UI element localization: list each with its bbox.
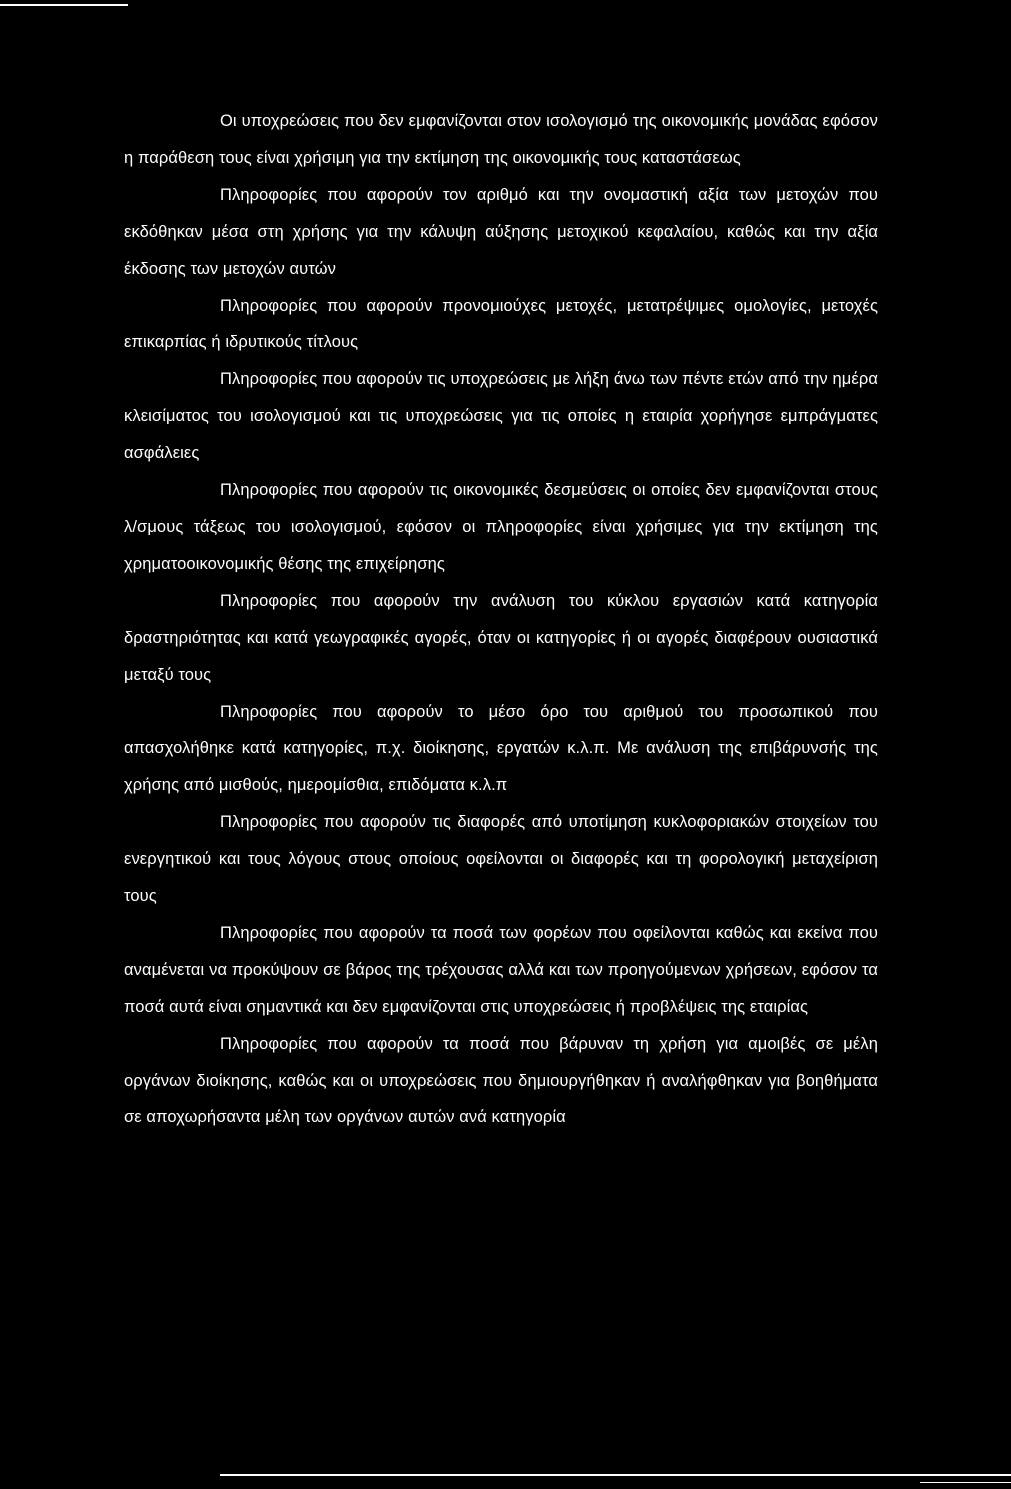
top-rule	[0, 4, 128, 6]
paragraph-financial-commitments: Πληροφορίες που αφορούν τις οικονομικές δεσμεύσεις οι οποίες δεν εμφανίζονται στους λ/σμους τάξεως του ισολογισμού, εφόσον οι πληροφορίες είναι χρήσιμες για την εκτίμηση της χρηματοοικονομικής θέσης της επιχείρησης	[124, 481, 878, 573]
paragraph-staff-numbers: Πληροφορίες που αφορούν το μέσο όρο του αριθμού του προσωπικού που απασχολήθηκε κατά κατηγορίες, π.χ. διοίκησης, εργατών κ.λ.π. Με ανάλυση της επιβάρυνσής της χρήσης από μισθούς, ημερομίσθια, επιδόματα κ.λ.π	[124, 702, 878, 795]
paragraph-board-remuneration: Πληροφορίες που αφορούν τα ποσά που βάρυναν τη χρήση για αμοιβές σε μέλη οργάνων διοίκησης, καθώς και οι υποχρεώσεις που δημιουργήθηκαν ή αναλήφθηκαν για βοηθήματα σε αποχωρήσαντα μέλη των οργάνων αυτών ανά κατηγορία	[124, 1034, 878, 1127]
paragraph-turnover-analysis: Πληροφορίες που αφορούν την ανάλυση του κύκλου εργασιών κατά κατηγορία δραστηριότητας και κατά γεωγραφικές αγορές, όταν οι κατηγορίες ή οι αγορές διαφέρουν ουσιαστικά μεταξύ τους	[124, 591, 878, 684]
paragraph-shares-issued: Πληροφορίες που αφορούν τον αριθμό και την ονομαστική αξία των μετοχών που εκδόθηκαν μέσα στη χρήσης για την κάλυψη αύξησης μετοχικού κεφαλαίου, καθώς και την αξία έκδοσης των μετοχών αυτών	[124, 185, 878, 278]
paragraph-liabilities-off-balance: Οι υποχρεώσεις που δεν εμφανίζονται στον ισολογισμό της οικονομικής μονάδας εφόσον η παράθεση τους είναι χρήσιμη για την εκτίμηση της οικονομικής τους καταστάσεως	[124, 112, 878, 167]
paragraph-taxes-owed: Πληροφορίες που αφορούν τα ποσά των φορέων που οφείλονται καθώς και εκείνα που αναμένεται να προκύψουν σε βάρος της τρέχουσας αλλά και των προηγούμενων χρήσεων, εφόσον τα ποσά αυτά είναι σημαντικά και δεν εμφανίζονται στις υποχρεώσεις ή προβλέψεις της εταιρίας	[124, 923, 878, 1016]
footnote-rule-short	[920, 1482, 1011, 1483]
paragraph-current-assets-devaluation: Πληροφορίες που αφορούν τις διαφορές από υποτίμηση κυκλοφοριακών στοιχείων του ενεργητικού και τους λόγους στους οποίους οφείλονται οι διαφορές και τη φορολογική μεταχείριση τους	[124, 813, 878, 906]
paragraph-long-term-liabilities: Πληροφορίες που αφορούν τις υποχρεώσεις με λήξη άνω των πέντε ετών από την ημέρα κλεισίματος του ισολογισμού και τις υποχρεώσεις για τις οποίες η εταιρία χορήγησε εμπράγματες ασφάλειες	[124, 370, 878, 463]
footnote-rule	[220, 1474, 1011, 1476]
document-body	[124, 103, 878, 1136]
paragraph-preferred-shares: Πληροφορίες που αφορούν προνομιούχες μετοχές, μετατρέψιμες ομολογίες, μετοχές επικαρπίας ή ιδρυτικούς τίτλους	[124, 296, 878, 352]
